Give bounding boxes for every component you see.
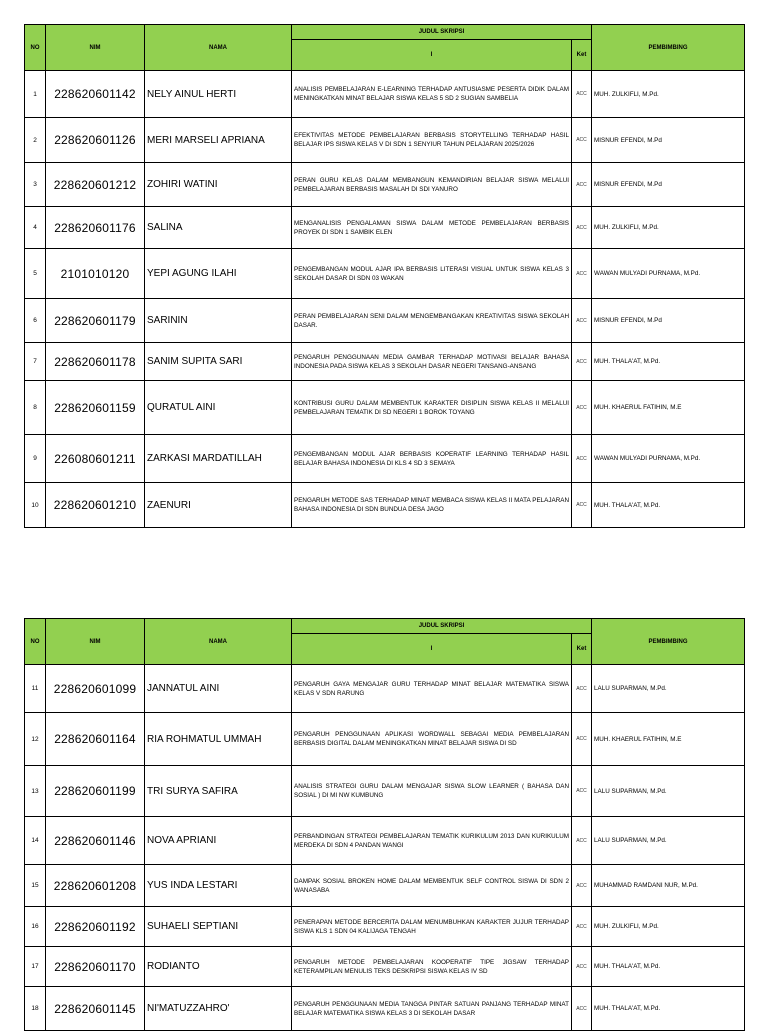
- cell-no: 10: [25, 483, 46, 528]
- cell-ket: ACC: [572, 249, 592, 299]
- cell-nim: 228620601146: [46, 817, 145, 865]
- cell-nim: 2101010120: [46, 249, 145, 299]
- cell-no: 2: [25, 118, 46, 163]
- cell-pembimbing: MUH. THALA'AT, M.Pd.: [592, 947, 745, 987]
- cell-ket: ACC: [572, 381, 592, 435]
- table-row: [25, 713, 745, 766]
- cell-pembimbing: WAWAN MULYADI PURNAMA, M.Pd.: [592, 249, 745, 299]
- cell-nim: 228620601164: [46, 713, 145, 766]
- cell-nama: ZARKASI MARDATILLAH: [145, 435, 292, 483]
- cell-judul: MENGANALISIS PENGALAMAN SISWA DALAM METODE PEMBELAJARAN BERBASIS PROYEK DI SDN 1 SAMBIK ELEN: [292, 207, 572, 249]
- cell-ket: ACC: [572, 71, 592, 118]
- cell-judul: PERBANDINGAN STRATEGI PEMBELAJARAN TEMATIK KURIKULUM 2013 DAN KURIKULUM MERDEKA DI SDN 4 PANDAN WANGI: [292, 817, 572, 865]
- cell-ket: ACC: [572, 483, 592, 528]
- cell-ket: ACC: [572, 435, 592, 483]
- cell-nama: SALINA: [145, 207, 292, 249]
- cell-judul: ANALISIS PEMBELAJARAN E-LEARNING TERHADAP ANTUSIASME PESERTA DIDIK DALAM MENINGKATKAN MINAT BELAJAR SISWA KELAS 5 SD 2 SUGIAN SAMBELIA: [292, 71, 572, 118]
- cell-no: 12: [25, 713, 46, 766]
- header-judul: JUDUL SKRIPSI: [292, 25, 592, 40]
- cell-no: 18: [25, 987, 46, 1031]
- cell-no: 6: [25, 299, 46, 343]
- thesis-table-1: [24, 24, 745, 528]
- cell-nim: 228620601199: [46, 766, 145, 817]
- cell-nama: YEPI AGUNG ILAHI: [145, 249, 292, 299]
- cell-pembimbing: LALU SUPARMAN, M.Pd.: [592, 665, 745, 713]
- cell-judul: PENGARUH PENGGUNAAN APLIKASI WORDWALL SEBAGAI MEDIA PEMBELAJARAN BERBASIS DIGITAL DALAM MENINGKATKAN MINAT BELAJAR SISWA DI SD: [292, 713, 572, 766]
- table-row: [25, 766, 745, 817]
- cell-ket: ACC: [572, 766, 592, 817]
- cell-nim: 228620601210: [46, 483, 145, 528]
- cell-judul: PERAN GURU KELAS DALAM MEMBANGUN KEMANDIRIAN BELAJAR SISWA MELALUI PEMBELAJARAN BERBASIS MASALAH DI SDI YANURO: [292, 163, 572, 207]
- cell-nama: YUS INDA LESTARI: [145, 865, 292, 907]
- cell-judul: PENGARUH GAYA MENGAJAR GURU TERHADAP MINAT BELAJAR MATEMATIKA SISWA KELAS V SDN RARUNG: [292, 665, 572, 713]
- cell-judul: PERAN PEMBELAJARAN SENI DALAM MENGEMBANGAKAN KREATIVITAS SISWA SEKOLAH DASAR.: [292, 299, 572, 343]
- cell-pembimbing: MISNUR EFENDI, M.Pd: [592, 163, 745, 207]
- header-judul: JUDUL SKRIPSI: [292, 619, 592, 634]
- cell-nama: SANIM SUPITA SARI: [145, 343, 292, 381]
- cell-nama: SUHAELI SEPTIANI: [145, 907, 292, 947]
- header-nama: NAMA: [145, 619, 292, 665]
- cell-no: 14: [25, 817, 46, 865]
- header-nim: NIM: [46, 619, 145, 665]
- header-judul-sub: I: [292, 634, 572, 665]
- cell-judul: DAMPAK SOSIAL BROKEN HOME DALAM MEMBENTUK SELF CONTROL SISWA DI SDN 2 WANASABA: [292, 865, 572, 907]
- cell-nim: 228620601099: [46, 665, 145, 713]
- cell-no: 8: [25, 381, 46, 435]
- header-nim: NIM: [46, 25, 145, 71]
- cell-nama: NI'MATUZZAHRO': [145, 987, 292, 1031]
- cell-judul: PENGARUH PENGGUNAAN MEDIA TANGGA PINTAR SATUAN PANJANG TERHADAP MINAT BELAJAR MATEMATIKA SISWA KELAS 3 DI SEKOLAH DASAR: [292, 987, 572, 1031]
- table-body-2: [25, 665, 745, 1031]
- cell-pembimbing: MUH. ZULKIFLI, M.Pd.: [592, 907, 745, 947]
- cell-pembimbing: MUH. ZULKIFLI, M.Pd.: [592, 207, 745, 249]
- cell-no: 11: [25, 665, 46, 713]
- cell-no: 4: [25, 207, 46, 249]
- cell-ket: ACC: [572, 163, 592, 207]
- cell-pembimbing: MUHAMMAD RAMDANI NUR, M.Pd.: [592, 865, 745, 907]
- cell-judul: PENGEMBANGAN MODUL AJAR BERBASIS KOPERATIF LEARNING TERHADAP HASIL BELAJAR BAHASA INDONESIA DI KLS 4 SD 3 SEMAYA: [292, 435, 572, 483]
- cell-nama: TRI SURYA SAFIRA: [145, 766, 292, 817]
- header-pembimbing: PEMBIMBING: [592, 25, 745, 71]
- cell-nim: 228620601170: [46, 947, 145, 987]
- table-row: [25, 163, 745, 207]
- cell-pembimbing: MUH. KHAERUL FATIHIN, M.E: [592, 381, 745, 435]
- cell-ket: ACC: [572, 343, 592, 381]
- cell-ket: ACC: [572, 713, 592, 766]
- cell-judul: PENERAPAN METODE BERCERITA DALAM MENUMBUHKAN KARAKTER JUJUR TERHADAP SISWA KLS 1 SDN 04 KALIJAGA TENGAH: [292, 907, 572, 947]
- cell-nim: 228620601159: [46, 381, 145, 435]
- cell-ket: ACC: [572, 865, 592, 907]
- cell-pembimbing: LALU SUPARMAN, M.Pd.: [592, 766, 745, 817]
- cell-nama: QURATUL AINI: [145, 381, 292, 435]
- table-row: [25, 947, 745, 987]
- cell-ket: ACC: [572, 665, 592, 713]
- cell-no: 3: [25, 163, 46, 207]
- cell-judul: PENGARUH METODE PEMBELAJARAN KOOPERATIF TIPE JIGSAW TERHADAP KETERAMPILAN MENULIS TEKS DESKRIPSI SISWA KELAS IV SD: [292, 947, 572, 987]
- cell-nama: RIA ROHMATUL UMMAH: [145, 713, 292, 766]
- cell-nama: NOVA APRIANI: [145, 817, 292, 865]
- cell-no: 17: [25, 947, 46, 987]
- cell-nim: 228620601126: [46, 118, 145, 163]
- table-row: [25, 817, 745, 865]
- header-judul-sub: I: [292, 40, 572, 71]
- cell-nim: 228620601208: [46, 865, 145, 907]
- table-row: [25, 118, 745, 163]
- cell-pembimbing: MISNUR EFENDI, M.Pd: [592, 299, 745, 343]
- cell-ket: ACC: [572, 987, 592, 1031]
- cell-no: 7: [25, 343, 46, 381]
- cell-judul: ANALISIS STRATEGI GURU DALAM MENGAJAR SISWA SLOW LEARNER ( BAHASA DAN SOSIAL ) DI MI NW KUMBUNG: [292, 766, 572, 817]
- cell-nama: RODIANTO: [145, 947, 292, 987]
- cell-pembimbing: MISNUR EFENDI, M.Pd: [592, 118, 745, 163]
- cell-ket: ACC: [572, 299, 592, 343]
- cell-pembimbing: LALU SUPARMAN, M.Pd.: [592, 817, 745, 865]
- table-row: [25, 435, 745, 483]
- cell-nim: 228620601176: [46, 207, 145, 249]
- cell-no: 5: [25, 249, 46, 299]
- header-pembimbing: PEMBIMBING: [592, 619, 745, 665]
- cell-judul: PENGARUH METODE SAS TERHADAP MINAT MEMBACA SISWA KELAS II MATA PELAJARAN BAHASA INDONESIA DI SDN BUNDUA DESA JAGO: [292, 483, 572, 528]
- cell-pembimbing: WAWAN MULYADI PURNAMA, M.Pd.: [592, 435, 745, 483]
- cell-ket: ACC: [572, 118, 592, 163]
- cell-judul: PENGARUH PENGGUNAAN MEDIA GAMBAR TERHADAP MOTIVASI BELAJAR BAHASA INDONESIA PADA SISWA KELAS 3 SEKOLAH DASAR NEGERI TANSANG-ANSANG: [292, 343, 572, 381]
- cell-nama: ZOHIRI WATINI: [145, 163, 292, 207]
- cell-ket: ACC: [572, 207, 592, 249]
- cell-nama: SARININ: [145, 299, 292, 343]
- cell-no: 1: [25, 71, 46, 118]
- cell-pembimbing: MUH. THALA'AT, M.Pd.: [592, 987, 745, 1031]
- thesis-table-2: [24, 618, 745, 1031]
- header-ket: Ket: [572, 634, 592, 665]
- cell-judul: KONTRIBUSI GURU DALAM MEMBENTUK KARAKTER DISIPLIN SISWA KELAS II MELALUI PEMBELAJARAN TEMATIK DI SD NEGERI 1 BOROK TOYANG: [292, 381, 572, 435]
- header-nama: NAMA: [145, 25, 292, 71]
- cell-no: 16: [25, 907, 46, 947]
- table-body-1: [25, 71, 745, 528]
- cell-nim: 228620601179: [46, 299, 145, 343]
- cell-no: 9: [25, 435, 46, 483]
- cell-judul: PENGEMBANGAN MODUL AJAR IPA BERBASIS LITERASI VISUAL UNTUK SISWA KELAS 3 SEKOLAH DASAR DI SDN 03 WAKAN: [292, 249, 572, 299]
- table-row: [25, 483, 745, 528]
- cell-nama: JANNATUL AINI: [145, 665, 292, 713]
- cell-nama: MERI MARSELI APRIANA: [145, 118, 292, 163]
- table-row: [25, 299, 745, 343]
- header-no: NO: [25, 619, 46, 665]
- table-row: [25, 381, 745, 435]
- cell-pembimbing: MUH. THALA'AT, M.Pd.: [592, 483, 745, 528]
- table-row: [25, 907, 745, 947]
- header-no: NO: [25, 25, 46, 71]
- cell-judul: EFEKTIVITAS METODE PEMBELAJARAN BERBASIS STORYTELLING TERHADAP HASIL BELAJAR IPS SISWA KELAS V DI SDN 1 SENYIUR TAHUN PELAJARAN 2025/2026: [292, 118, 572, 163]
- cell-nim: 228620601178: [46, 343, 145, 381]
- cell-pembimbing: MUH. KHAERUL FATIHIN, M.E: [592, 713, 745, 766]
- table-row: [25, 207, 745, 249]
- cell-pembimbing: MUH. THALA'AT, M.Pd.: [592, 343, 745, 381]
- table-row: [25, 249, 745, 299]
- cell-ket: ACC: [572, 947, 592, 987]
- cell-nim: 228620601145: [46, 987, 145, 1031]
- cell-ket: ACC: [572, 907, 592, 947]
- table-row: [25, 343, 745, 381]
- cell-no: 15: [25, 865, 46, 907]
- table-row: [25, 865, 745, 907]
- table-row: [25, 665, 745, 713]
- cell-nama: ZAENURI: [145, 483, 292, 528]
- table-row: [25, 71, 745, 118]
- cell-nim: 228620601142: [46, 71, 145, 118]
- cell-nim: 228620601192: [46, 907, 145, 947]
- cell-pembimbing: MUH. ZULKIFLI, M.Pd.: [592, 71, 745, 118]
- cell-nim: 226080601211: [46, 435, 145, 483]
- cell-nim: 228620601212: [46, 163, 145, 207]
- cell-nama: NELY AINUL HERTI: [145, 71, 292, 118]
- header-ket: Ket: [572, 40, 592, 71]
- cell-no: 13: [25, 766, 46, 817]
- cell-ket: ACC: [572, 817, 592, 865]
